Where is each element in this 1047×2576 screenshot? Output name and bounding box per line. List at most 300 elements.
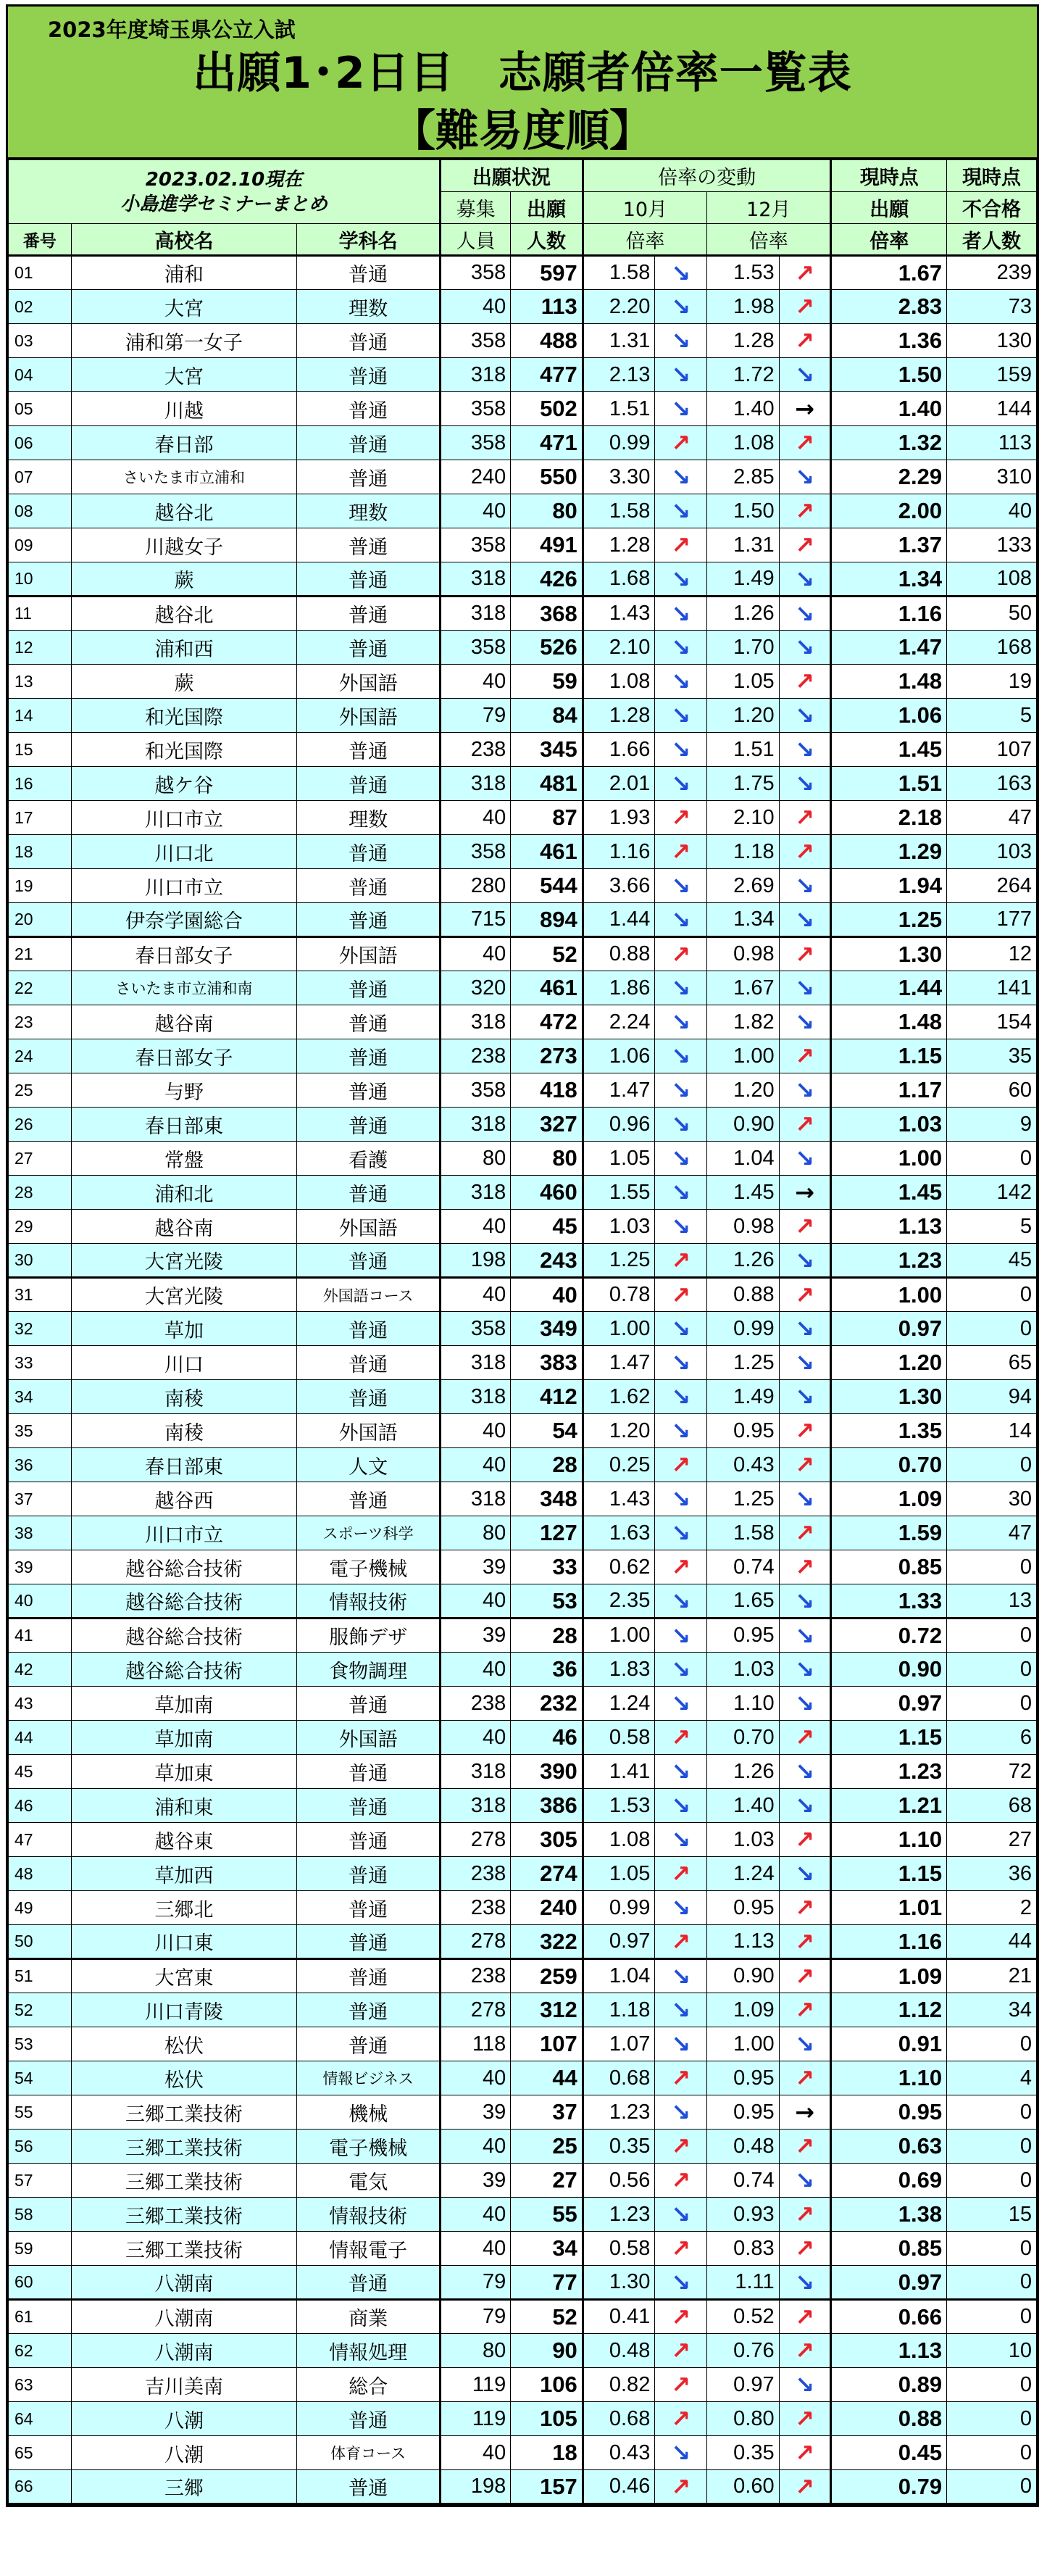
december-trend-arrow-up-icon: ↗ bbox=[779, 1550, 831, 1584]
december-trend-arrow-down-icon: ↘ bbox=[779, 1073, 831, 1108]
department-name: 普通 bbox=[297, 324, 441, 358]
school-name: 浦和東 bbox=[71, 1789, 296, 1823]
recruit-count: 278 bbox=[441, 1823, 511, 1857]
table-row bbox=[9, 1005, 1037, 1039]
october-ratio: 0.68 bbox=[583, 2402, 655, 2436]
school-name: 大宮 bbox=[71, 358, 296, 392]
october-ratio: 1.31 bbox=[583, 324, 655, 358]
october-ratio: 1.66 bbox=[583, 733, 655, 767]
fail-count: 0 bbox=[947, 1448, 1037, 1482]
table-row bbox=[9, 1176, 1037, 1210]
department-name: 普通 bbox=[297, 1482, 441, 1516]
december-ratio: 1.75 bbox=[707, 767, 780, 801]
department-name: スポーツ科学 bbox=[297, 1516, 441, 1550]
fail-count: 68 bbox=[947, 1789, 1037, 1823]
row-number: 07 bbox=[9, 460, 72, 494]
applicant-count: 345 bbox=[511, 733, 583, 767]
applicant-count: 418 bbox=[511, 1073, 583, 1108]
table-row bbox=[9, 494, 1037, 528]
december-ratio: 1.40 bbox=[707, 392, 780, 426]
department-name: 普通 bbox=[297, 903, 441, 937]
december-trend-arrow-up-icon: ↗ bbox=[779, 324, 831, 358]
current-ratio: 1.40 bbox=[831, 392, 947, 426]
current-ratio: 0.85 bbox=[831, 1550, 947, 1584]
header-note bbox=[9, 160, 441, 224]
current-ratio: 1.50 bbox=[831, 358, 947, 392]
december-trend-arrow-up-icon: ↗ bbox=[779, 1448, 831, 1482]
applicant-count: 34 bbox=[511, 2232, 583, 2266]
applicant-count: 113 bbox=[511, 290, 583, 324]
current-ratio: 1.13 bbox=[831, 2334, 947, 2368]
department-name: 外国語 bbox=[297, 1210, 441, 1244]
department-name: 情報ビジネス bbox=[297, 2061, 441, 2095]
october-ratio: 0.46 bbox=[583, 2470, 655, 2504]
current-ratio: 1.59 bbox=[831, 1516, 947, 1550]
school-name: 春日部東 bbox=[71, 1448, 296, 1482]
october-trend-arrow-down-icon: ↘ bbox=[655, 597, 707, 631]
december-trend-arrow-down-icon: ↘ bbox=[779, 631, 831, 665]
title-block bbox=[8, 7, 1037, 159]
applicant-count: 390 bbox=[511, 1755, 583, 1789]
recruit-count: 318 bbox=[441, 1346, 511, 1380]
december-trend-arrow-up-icon: ↗ bbox=[779, 1721, 831, 1755]
department-name: 普通 bbox=[297, 1005, 441, 1039]
applicant-count: 491 bbox=[511, 528, 583, 562]
october-ratio: 0.25 bbox=[583, 1448, 655, 1482]
department-name: 普通 bbox=[297, 1993, 441, 2027]
current-ratio: 1.30 bbox=[831, 1380, 947, 1414]
current-ratio: 2.00 bbox=[831, 494, 947, 528]
department-name: 情報技術 bbox=[297, 1584, 441, 1619]
fail-count: 130 bbox=[947, 324, 1037, 358]
applicant-count: 461 bbox=[511, 971, 583, 1005]
october-trend-arrow-down-icon: ↘ bbox=[655, 1346, 707, 1380]
december-trend-arrow-up-icon: ↗ bbox=[779, 937, 831, 971]
october-trend-arrow-down-icon: ↘ bbox=[655, 1073, 707, 1108]
row-number: 25 bbox=[9, 1073, 72, 1108]
table-row bbox=[9, 1550, 1037, 1584]
current-ratio: 0.91 bbox=[831, 2027, 947, 2061]
december-ratio: 1.53 bbox=[707, 256, 780, 290]
recruit-count: 318 bbox=[441, 1755, 511, 1789]
row-number: 10 bbox=[9, 562, 72, 597]
row-number: 08 bbox=[9, 494, 72, 528]
current-ratio: 0.70 bbox=[831, 1448, 947, 1482]
recruit-count: 40 bbox=[441, 2198, 511, 2232]
current-ratio: 1.17 bbox=[831, 1073, 947, 1108]
october-ratio: 1.93 bbox=[583, 801, 655, 835]
applicant-count: 383 bbox=[511, 1346, 583, 1380]
applicant-count: 348 bbox=[511, 1482, 583, 1516]
fail-count: 141 bbox=[947, 971, 1037, 1005]
current-ratio: 0.90 bbox=[831, 1653, 947, 1687]
department-name: 普通 bbox=[297, 1925, 441, 1959]
october-trend-arrow-down-icon: ↘ bbox=[655, 971, 707, 1005]
december-trend-arrow-flat-icon: → bbox=[779, 1176, 831, 1210]
december-ratio: 0.95 bbox=[707, 1619, 780, 1653]
december-ratio: 0.88 bbox=[707, 1278, 780, 1312]
october-ratio: 1.55 bbox=[583, 1176, 655, 1210]
recruit-count: 40 bbox=[441, 494, 511, 528]
table-row bbox=[9, 1244, 1037, 1278]
row-number: 52 bbox=[9, 1993, 72, 2027]
fail-count: 44 bbox=[947, 1925, 1037, 1959]
table-row bbox=[9, 903, 1037, 937]
october-trend-arrow-down-icon: ↘ bbox=[655, 494, 707, 528]
table-row bbox=[9, 1142, 1037, 1176]
october-trend-arrow-down-icon: ↘ bbox=[655, 290, 707, 324]
row-number: 31 bbox=[9, 1278, 72, 1312]
applicant-count: 894 bbox=[511, 903, 583, 937]
october-ratio: 1.58 bbox=[583, 494, 655, 528]
current-ratio: 1.44 bbox=[831, 971, 947, 1005]
december-trend-arrow-up-icon: ↗ bbox=[779, 835, 831, 869]
december-ratio: 1.25 bbox=[707, 1482, 780, 1516]
december-trend-arrow-down-icon: ↘ bbox=[779, 1005, 831, 1039]
table-row bbox=[9, 1857, 1037, 1891]
december-ratio: 1.72 bbox=[707, 358, 780, 392]
current-ratio: 0.85 bbox=[831, 2232, 947, 2266]
december-trend-arrow-down-icon: ↘ bbox=[779, 2266, 831, 2300]
october-trend-arrow-down-icon: ↘ bbox=[655, 1653, 707, 1687]
table-row bbox=[9, 1108, 1037, 1142]
row-number: 56 bbox=[9, 2130, 72, 2164]
row-number: 13 bbox=[9, 665, 72, 699]
row-number: 19 bbox=[9, 869, 72, 903]
table-row bbox=[9, 1823, 1037, 1857]
december-ratio: 1.58 bbox=[707, 1516, 780, 1550]
december-ratio: 2.85 bbox=[707, 460, 780, 494]
december-trend-arrow-up-icon: ↗ bbox=[779, 2232, 831, 2266]
december-trend-arrow-up-icon: ↗ bbox=[779, 2061, 831, 2095]
recruit-count: 39 bbox=[441, 2164, 511, 2198]
group-change: 倍率の変動 bbox=[583, 160, 831, 192]
december-ratio: 0.95 bbox=[707, 1891, 780, 1925]
fail-count: 159 bbox=[947, 358, 1037, 392]
october-ratio: 0.58 bbox=[583, 2232, 655, 2266]
table-row bbox=[9, 1993, 1037, 2027]
school-name: 越谷東 bbox=[71, 1823, 296, 1857]
school-name: 越谷南 bbox=[71, 1005, 296, 1039]
applicant-count: 232 bbox=[511, 1687, 583, 1721]
recruit-count: 318 bbox=[441, 358, 511, 392]
table-row bbox=[9, 2095, 1037, 2130]
recruit-count: 318 bbox=[441, 1176, 511, 1210]
table-row bbox=[9, 1687, 1037, 1721]
row-number: 16 bbox=[9, 767, 72, 801]
table-row bbox=[9, 1789, 1037, 1823]
applicant-count: 322 bbox=[511, 1925, 583, 1959]
now-label-1: 出願 bbox=[831, 192, 947, 224]
applicant-count: 28 bbox=[511, 1619, 583, 1653]
october-trend-arrow-up-icon: ↗ bbox=[655, 2300, 707, 2334]
recruit-count: 80 bbox=[441, 1142, 511, 1176]
current-ratio: 2.18 bbox=[831, 801, 947, 835]
october-trend-arrow-up-icon: ↗ bbox=[655, 2061, 707, 2095]
october-ratio: 1.47 bbox=[583, 1346, 655, 1380]
row-number: 45 bbox=[9, 1755, 72, 1789]
fail-count: 21 bbox=[947, 1959, 1037, 1993]
current-ratio: 1.21 bbox=[831, 1789, 947, 1823]
october-trend-arrow-down-icon: ↘ bbox=[655, 2027, 707, 2061]
applicant-count: 25 bbox=[511, 2130, 583, 2164]
table-row bbox=[9, 2300, 1037, 2334]
october-trend-arrow-down-icon: ↘ bbox=[655, 1516, 707, 1550]
october-ratio: 1.28 bbox=[583, 699, 655, 733]
october-trend-arrow-down-icon: ↘ bbox=[655, 1789, 707, 1823]
december-trend-arrow-down-icon: ↘ bbox=[779, 1244, 831, 1278]
row-number: 29 bbox=[9, 1210, 72, 1244]
december-trend-arrow-down-icon: ↘ bbox=[779, 2027, 831, 2061]
december-trend-arrow-up-icon: ↗ bbox=[779, 494, 831, 528]
table-row bbox=[9, 392, 1037, 426]
october-trend-arrow-up-icon: ↗ bbox=[655, 426, 707, 460]
october-trend-arrow-down-icon: ↘ bbox=[655, 358, 707, 392]
october-ratio: 1.47 bbox=[583, 1073, 655, 1108]
table-row bbox=[9, 1516, 1037, 1550]
school-name: 川越女子 bbox=[71, 528, 296, 562]
october-trend-arrow-up-icon: ↗ bbox=[655, 1857, 707, 1891]
december-ratio: 1.26 bbox=[707, 1755, 780, 1789]
school-name: 川口 bbox=[71, 1346, 296, 1380]
department-name: 人文 bbox=[297, 1448, 441, 1482]
school-name: 与野 bbox=[71, 1073, 296, 1108]
current-ratio: 1.94 bbox=[831, 869, 947, 903]
table-row bbox=[9, 1312, 1037, 1346]
october-trend-arrow-up-icon: ↗ bbox=[655, 937, 707, 971]
december-trend-arrow-up-icon: ↗ bbox=[779, 1039, 831, 1073]
department-name: 看護 bbox=[297, 1142, 441, 1176]
table-row bbox=[9, 937, 1037, 971]
school-name: 三郷工業技術 bbox=[71, 2232, 296, 2266]
december-ratio: 1.49 bbox=[707, 562, 780, 597]
december-trend-arrow-up-icon: ↗ bbox=[779, 1210, 831, 1244]
applicant-count: 472 bbox=[511, 1005, 583, 1039]
october-ratio: 2.24 bbox=[583, 1005, 655, 1039]
fail-count: 6 bbox=[947, 1721, 1037, 1755]
department-name: 普通 bbox=[297, 562, 441, 597]
recruit-count: 318 bbox=[441, 1005, 511, 1039]
december-trend-arrow-up-icon: ↗ bbox=[779, 2436, 831, 2470]
table-row bbox=[9, 1619, 1037, 1653]
december-ratio: 1.70 bbox=[707, 631, 780, 665]
october-trend-arrow-up-icon: ↗ bbox=[655, 1244, 707, 1278]
recruit-count: 40 bbox=[441, 2232, 511, 2266]
current-ratio: 1.67 bbox=[831, 256, 947, 290]
december-trend-arrow-down-icon: ↘ bbox=[779, 1789, 831, 1823]
table-row bbox=[9, 2368, 1037, 2402]
applicant-count: 502 bbox=[511, 392, 583, 426]
october-trend-arrow-down-icon: ↘ bbox=[655, 1108, 707, 1142]
october-trend-arrow-up-icon: ↗ bbox=[655, 1278, 707, 1312]
october-trend-arrow-up-icon: ↗ bbox=[655, 2232, 707, 2266]
october-trend-arrow-down-icon: ↘ bbox=[655, 1414, 707, 1448]
recruit-count: 238 bbox=[441, 1891, 511, 1925]
department-name: 普通 bbox=[297, 767, 441, 801]
recruit-count: 318 bbox=[441, 1789, 511, 1823]
school-name: 川口東 bbox=[71, 1925, 296, 1959]
fail-count: 27 bbox=[947, 1823, 1037, 1857]
table-row bbox=[9, 2027, 1037, 2061]
school-name: 八潮 bbox=[71, 2436, 296, 2470]
october-ratio: 2.20 bbox=[583, 290, 655, 324]
december-ratio: 0.74 bbox=[707, 2164, 780, 2198]
october-ratio: 0.62 bbox=[583, 1550, 655, 1584]
recruit-count: 278 bbox=[441, 1925, 511, 1959]
december-ratio: 1.08 bbox=[707, 426, 780, 460]
applicant-count: 80 bbox=[511, 494, 583, 528]
dec-label-2: 倍率 bbox=[707, 224, 831, 256]
school-name: 越谷西 bbox=[71, 1482, 296, 1516]
ratio-sheet bbox=[6, 4, 1039, 2507]
october-trend-arrow-down-icon: ↘ bbox=[655, 1039, 707, 1073]
fail-count: 177 bbox=[947, 903, 1037, 937]
department-name: 普通 bbox=[297, 1312, 441, 1346]
fail-count: 144 bbox=[947, 392, 1037, 426]
december-ratio: 1.45 bbox=[707, 1176, 780, 1210]
applicant-count: 544 bbox=[511, 869, 583, 903]
recruit-count: 240 bbox=[441, 460, 511, 494]
october-trend-arrow-up-icon: ↗ bbox=[655, 2470, 707, 2504]
current-ratio: 1.37 bbox=[831, 528, 947, 562]
december-ratio: 2.69 bbox=[707, 869, 780, 903]
fail-count: 142 bbox=[947, 1176, 1037, 1210]
table-row bbox=[9, 801, 1037, 835]
fail-count: 35 bbox=[947, 1039, 1037, 1073]
table-row bbox=[9, 1721, 1037, 1755]
october-ratio: 1.62 bbox=[583, 1380, 655, 1414]
applicant-count: 27 bbox=[511, 2164, 583, 2198]
december-trend-arrow-up-icon: ↗ bbox=[779, 2402, 831, 2436]
department-name: 情報技術 bbox=[297, 2198, 441, 2232]
department-name: 情報処理 bbox=[297, 2334, 441, 2368]
department-name: 情報電子 bbox=[297, 2232, 441, 2266]
row-number: 44 bbox=[9, 1721, 72, 1755]
school-name: 越谷北 bbox=[71, 494, 296, 528]
october-trend-arrow-up-icon: ↗ bbox=[655, 1925, 707, 1959]
october-ratio: 1.07 bbox=[583, 2027, 655, 2061]
applicant-count: 107 bbox=[511, 2027, 583, 2061]
october-ratio: 0.99 bbox=[583, 426, 655, 460]
table-row bbox=[9, 2470, 1037, 2504]
october-trend-arrow-down-icon: ↘ bbox=[655, 733, 707, 767]
december-trend-arrow-down-icon: ↘ bbox=[779, 1857, 831, 1891]
october-ratio: 1.05 bbox=[583, 1142, 655, 1176]
recruit-count: 318 bbox=[441, 1482, 511, 1516]
december-trend-arrow-up-icon: ↗ bbox=[779, 528, 831, 562]
recruit-count: 280 bbox=[441, 869, 511, 903]
department-name: 普通 bbox=[297, 2470, 441, 2504]
applicant-count: 386 bbox=[511, 1789, 583, 1823]
fail-label-1: 不合格 bbox=[947, 192, 1037, 224]
december-trend-arrow-up-icon: ↗ bbox=[779, 290, 831, 324]
december-ratio: 0.98 bbox=[707, 937, 780, 971]
fail-count: 2 bbox=[947, 1891, 1037, 1925]
department-name: 普通 bbox=[297, 1789, 441, 1823]
december-trend-arrow-up-icon: ↗ bbox=[779, 2470, 831, 2504]
recruit-count: 358 bbox=[441, 426, 511, 460]
table-row bbox=[9, 835, 1037, 869]
december-ratio: 0.97 bbox=[707, 2368, 780, 2402]
department-name: 普通 bbox=[297, 2402, 441, 2436]
current-ratio: 1.30 bbox=[831, 937, 947, 971]
october-ratio: 1.06 bbox=[583, 1039, 655, 1073]
october-trend-arrow-up-icon: ↗ bbox=[655, 2334, 707, 2368]
december-ratio: 1.18 bbox=[707, 835, 780, 869]
row-number: 24 bbox=[9, 1039, 72, 1073]
row-number: 18 bbox=[9, 835, 72, 869]
december-ratio: 1.40 bbox=[707, 1789, 780, 1823]
table-row bbox=[9, 2334, 1037, 2368]
current-ratio: 1.48 bbox=[831, 1005, 947, 1039]
fail-count: 0 bbox=[947, 2027, 1037, 2061]
october-ratio: 1.63 bbox=[583, 1516, 655, 1550]
school-name: さいたま市立浦和 bbox=[71, 460, 296, 494]
current-ratio: 1.51 bbox=[831, 767, 947, 801]
december-ratio: 1.20 bbox=[707, 1073, 780, 1108]
october-ratio: 1.08 bbox=[583, 1823, 655, 1857]
table-row bbox=[9, 1278, 1037, 1312]
applicant-count: 274 bbox=[511, 1857, 583, 1891]
october-trend-arrow-down-icon: ↘ bbox=[655, 2436, 707, 2470]
table-row bbox=[9, 1925, 1037, 1959]
applicant-count: 312 bbox=[511, 1993, 583, 2027]
current-ratio: 1.03 bbox=[831, 1108, 947, 1142]
school-name: 大宮光陵 bbox=[71, 1278, 296, 1312]
current-ratio: 0.88 bbox=[831, 2402, 947, 2436]
december-trend-arrow-down-icon: ↘ bbox=[779, 699, 831, 733]
october-ratio: 0.43 bbox=[583, 2436, 655, 2470]
october-ratio: 1.25 bbox=[583, 1244, 655, 1278]
december-trend-arrow-down-icon: ↘ bbox=[779, 733, 831, 767]
fail-count: 107 bbox=[947, 733, 1037, 767]
table-row bbox=[9, 1073, 1037, 1108]
october-ratio: 1.00 bbox=[583, 1619, 655, 1653]
october-ratio: 1.04 bbox=[583, 1959, 655, 1993]
recruit-count: 40 bbox=[441, 1448, 511, 1482]
recruit-count: 79 bbox=[441, 699, 511, 733]
row-number: 01 bbox=[9, 256, 72, 290]
fail-count: 47 bbox=[947, 1516, 1037, 1550]
row-number: 63 bbox=[9, 2368, 72, 2402]
current-ratio: 1.00 bbox=[831, 1142, 947, 1176]
applicant-count: 44 bbox=[511, 2061, 583, 2095]
fail-count: 108 bbox=[947, 562, 1037, 597]
recruit-count: 40 bbox=[441, 2130, 511, 2164]
row-number: 37 bbox=[9, 1482, 72, 1516]
december-ratio: 0.95 bbox=[707, 2095, 780, 2130]
october-trend-arrow-up-icon: ↗ bbox=[655, 1721, 707, 1755]
october-ratio: 3.66 bbox=[583, 869, 655, 903]
department-name: 普通 bbox=[297, 631, 441, 665]
current-ratio: 2.29 bbox=[831, 460, 947, 494]
department-name: 普通 bbox=[297, 1108, 441, 1142]
december-trend-arrow-flat-icon: → bbox=[779, 2095, 831, 2130]
october-ratio: 0.78 bbox=[583, 1278, 655, 1312]
applicant-count: 54 bbox=[511, 1414, 583, 1448]
table-row bbox=[9, 1448, 1037, 1482]
applicant-count: 305 bbox=[511, 1823, 583, 1857]
december-trend-arrow-down-icon: ↘ bbox=[779, 1482, 831, 1516]
school-name: 大宮東 bbox=[71, 1959, 296, 1993]
school-name: 草加 bbox=[71, 1312, 296, 1346]
october-trend-arrow-up-icon: ↗ bbox=[655, 2130, 707, 2164]
current-ratio: 0.69 bbox=[831, 2164, 947, 2198]
december-ratio: 1.28 bbox=[707, 324, 780, 358]
row-number: 59 bbox=[9, 2232, 72, 2266]
applicant-count: 45 bbox=[511, 1210, 583, 1244]
table-row bbox=[9, 2402, 1037, 2436]
